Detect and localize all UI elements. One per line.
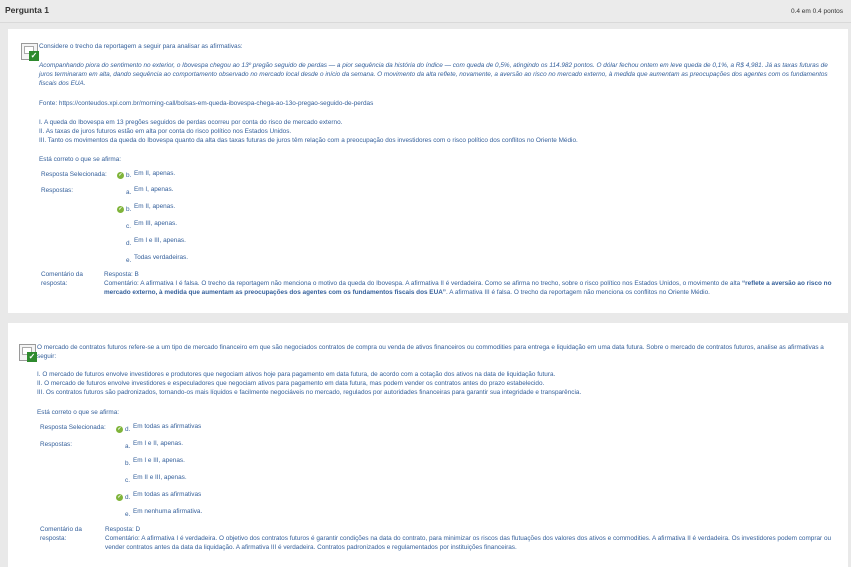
comment-label-line-1: Comentário da <box>40 526 82 533</box>
statement-1: I. O mercado de futuros envolve investidores e produtores que negociam ativos hoje para pagamento em data futura, de acordo com a cotação dos ativos na data de liquidação futura. <box>37 371 556 378</box>
answer-letter-a: a. <box>126 189 132 196</box>
answer-d: Em I e III, apenas. <box>134 237 186 244</box>
correct-question-icon: ✓ <box>19 344 36 361</box>
answer-e: Todas verdadeiras. <box>134 254 188 261</box>
question-title: Pergunta 1 <box>5 5 49 15</box>
comment-label <box>40 525 82 543</box>
question-card-1 <box>8 29 848 313</box>
check-icon: ✓ <box>118 206 123 212</box>
answer-letter-c: c. <box>126 223 131 230</box>
selected-answer-letter: b. <box>126 172 132 179</box>
comment-text-part-1: Comentário: A afirmativa I é falsa. O trecho da reportagem não menciona o motivo da queda do Ibovespa. A afirmativa II é verdadeira. Como se afirma no trecho, sobre o risco político nos Estados Unidos, o movimento de alta <box>104 280 742 287</box>
answer-c: Em III, apenas. <box>134 220 177 227</box>
check-icon: ✓ <box>118 172 123 178</box>
answer-b: Em II, apenas. <box>134 203 176 210</box>
question-points: 0.4 em 0.4 pontos <box>790 8 843 15</box>
statement-2: II. O mercado de futuros envolve investidores e especuladores que negociam ativos para pagamento em data futura, mas podem vender os contratos antes do prazo estabelecido. <box>37 380 545 387</box>
answer-c: Em II e III, apenas. <box>133 474 187 481</box>
question-quote: Acompanhando piora do sentimento no exterior, o Ibovespa chegou ao 13º pregão seguido de perdas — a pior sequência da história do índice — com queda de 0,5%, atingindo os 114.982 pontos. O dólar fechou ontem em leve queda de 0,1%, a R$ 4,981. Já as taxas futuras de juros terminaram em alta, dando sequência ao comportamento observado no mercado local desde o início da semana. O movimento da alta reflete, novamente, a aversão ao risco no mercado externo, à medida que aumentam as preocupações dos agentes com os fundamentos fiscais dos EUA. <box>39 62 828 87</box>
answer-letter-d: d. <box>125 494 131 501</box>
comment-text-quote: “reflete a aversão ao risco no mercado externo, à medida que aumentam as preocupações dos agentes com os fundamentos fiscais dos EUA” <box>104 280 832 296</box>
answers-label: Respostas: <box>41 187 73 194</box>
question-prompt: Está correto o que se afirma: <box>37 409 120 416</box>
question-card-2 <box>8 323 848 567</box>
answers-label: Respostas: <box>40 441 72 448</box>
comment-answer: Resposta: B <box>104 271 139 278</box>
comment-label-line-1: Comentário da <box>41 271 83 278</box>
answer-a: Em I, apenas. <box>134 186 174 193</box>
answer-d: Em todas as afirmativas <box>133 491 202 498</box>
answer-letter-a: a. <box>125 443 131 450</box>
comment-label-line-2: resposta: <box>41 280 68 287</box>
answer-e: Em nenhuma afirmativa. <box>133 508 203 515</box>
question-header <box>0 0 851 23</box>
selected-answer-text: Em todas as afirmativas <box>133 423 202 430</box>
comment-text: Comentário: A afirmativa I é verdadeira. O objetivo dos contratos futuros é garantir condições na data do contrato, para minimizar os riscos das flutuações dos valores dos ativos e commodities. A afirmativa II é verdadeira. Os investidores podem comprar ou vender contratos antes da data da liquidação. A afirmativa III é verdadeira. Contratos padronizados e regulamentados por instituições financeiras. <box>105 535 832 551</box>
selected-answer-label: Resposta Selecionada: <box>41 171 107 178</box>
answer-letter-b: b. <box>126 206 132 213</box>
statement-2: II. As taxas de juros futuros estão em alta por conta do risco político nos Estados Unidos. <box>39 128 292 135</box>
answer-letter-d: d. <box>126 240 132 247</box>
answer-letter-e: e. <box>125 511 131 518</box>
answer-letter-c: c. <box>125 477 130 484</box>
selected-answer-label: Resposta Selecionada: <box>40 424 106 431</box>
answer-b: Em I e III, apenas. <box>133 457 185 464</box>
statement-1: I. A queda do Ibovespa em 13 pregões seguidos de perdas ocorreu por conta do risco de mercado externo. <box>39 119 343 126</box>
answer-letter-e: e. <box>126 257 132 264</box>
correct-question-icon: ✓ <box>21 43 38 60</box>
question-intro: O mercado de contratos futuros refere-se a um tipo de mercado financeiro em que são negociados contratos de compra ou venda de ativos financeiros ou commodities para entrega e liquidação em uma data futura. Sobre o mercado de contratos futuros, analise as afirmativas a seguir: <box>37 344 824 360</box>
comment-text <box>104 279 832 297</box>
check-icon: ✓ <box>117 494 122 500</box>
selected-answer-letter: d. <box>125 426 131 433</box>
answer-a: Em I e II, apenas. <box>133 440 184 447</box>
comment-label-line-2: resposta: <box>40 535 67 542</box>
comment-text-part-2: . A afirmativa III é falsa. O trecho da reportagem não menciona os conflitos no Oriente Médio. <box>446 289 710 296</box>
statement-3: III. Os contratos futuros são padronizados, tornando-os mais líquidos e facilmente negociáveis no mercado, regulados por autoridades financeiras para garantir sua integridade e transparência. <box>37 389 582 396</box>
statement-3: III. Tanto os movimentos da queda do Ibovespa quanto da alta das taxas futuras de juros têm relação com a preocupação dos investidores com o risco político dos conflitos no Oriente Médio. <box>39 137 578 144</box>
check-icon: ✓ <box>117 426 122 432</box>
answer-letter-b: b. <box>125 460 131 467</box>
question-intro: Considere o trecho da reportagem a seguir para analisar as afirmativas: <box>39 43 243 50</box>
comment-label <box>41 270 83 288</box>
comment-answer: Resposta: D <box>105 526 141 533</box>
question-source: Fonte: https://conteudos.xpi.com.br/morning-call/bolsas-em-queda-ibovespa-chega-ao-13o-pregao-seguido-de-perdas <box>39 100 374 107</box>
question-prompt: Está correto o que se afirma: <box>39 156 122 163</box>
selected-answer-text: Em II, apenas. <box>134 170 176 177</box>
